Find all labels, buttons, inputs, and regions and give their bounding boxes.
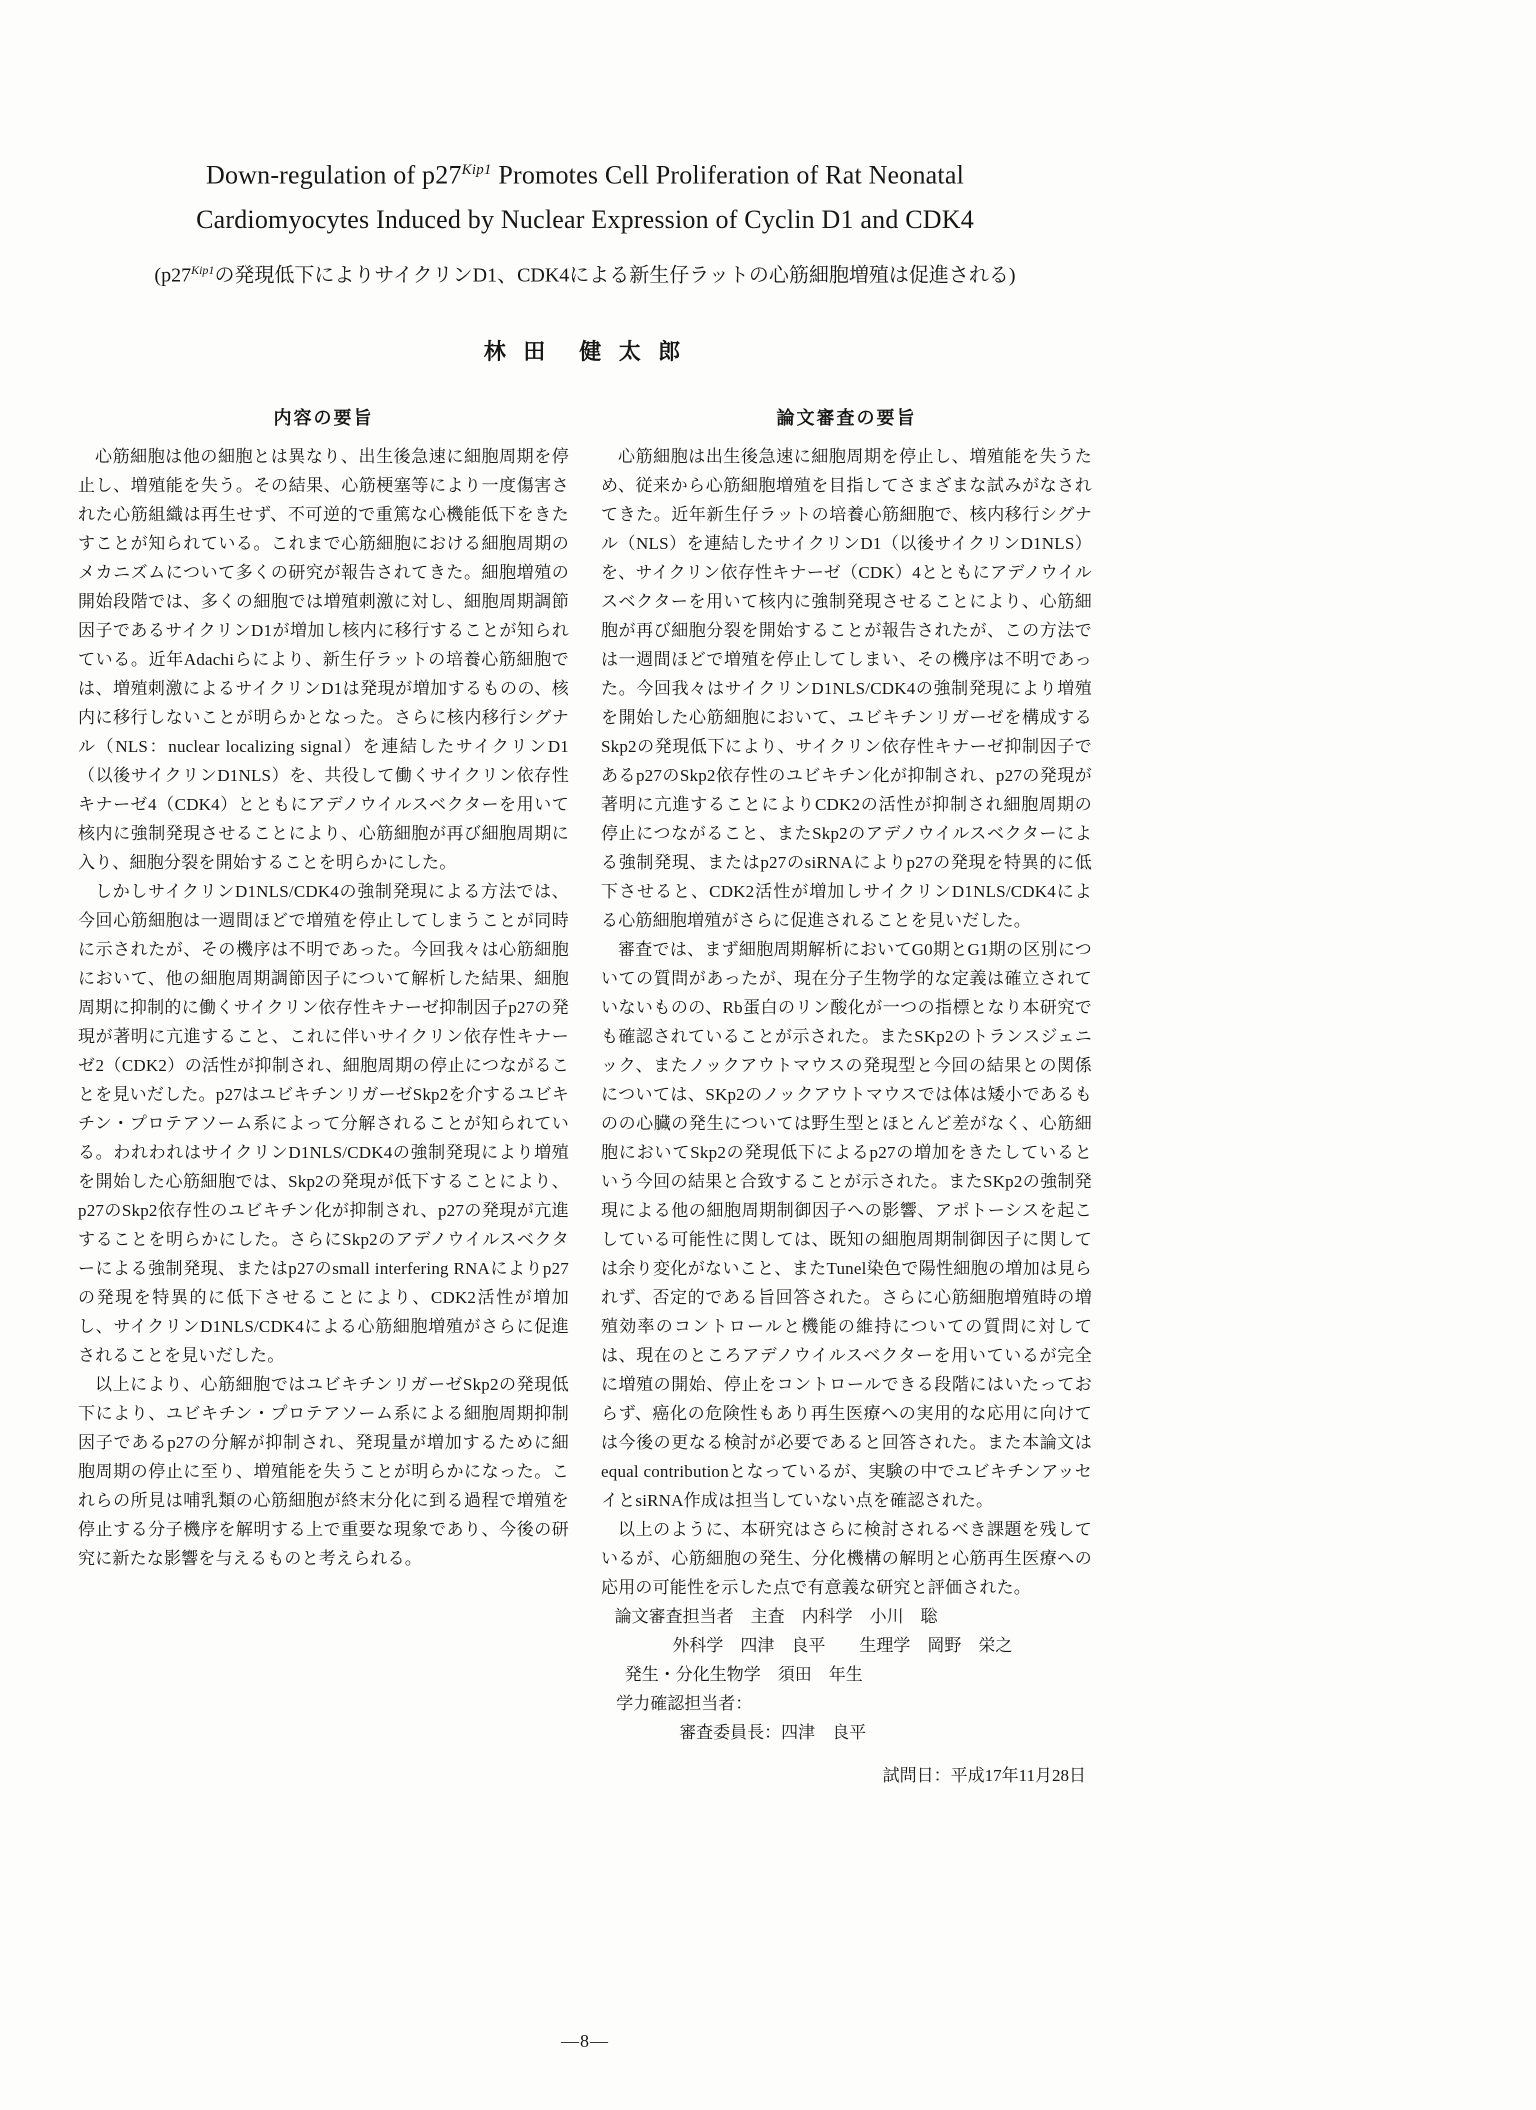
committee-block [601, 1602, 1092, 1747]
review-paragraph-1: 心筋細胞は出生後急速に細胞周期を停止し、増殖能を失うため、従来から心筋細胞増殖を目指してさまざまな試みがなされてきた。近年新生仔ラットの培養心筋細胞で、核内移行シグナル（NLS）を連結したサイクリンD1（以後サイクリンD1NLS）を、サイクリン依存性キナーゼ（CDK）4とともにアデノウイルスベクターを用いて核内に強制発現させることにより、心筋細胞が再び細胞分裂を開始することが報告されたが、この方法では一週間ほどで増殖を停止してしまい、その機序は不明であった。今回我々はサイクリンD1NLS/CDK4の強制発現により増殖を開始した心筋細胞において、ユビキチンリガーゼを構成するSkp2の発現低下により、サイクリン依存性キナーゼ抑制因子であるp27のSkp2依存性のユビキチン化が抑制され、p27の発現が著明に亢進することによりCDK2の活性が抑制され細胞周期の停止につながること、またSkp2のアデノウイルスベクターによる強制発現、またはp27のsiRNAによりp27の発現を特異的に低下させると、CDK2活性が増加しサイクリンD1NLS/CDK4による心筋細胞増殖がさらに促進されることを見いだした。 [601, 447, 1092, 931]
review-column [601, 404, 1092, 1786]
two-column-body [78, 404, 1092, 1786]
committee-line-developmental-biology: 発生・分化生物学 須田 年生 [624, 1665, 863, 1685]
title-block [78, 148, 1092, 291]
committee-line-competency-confirmers: 学力確認担当者： [616, 1694, 753, 1714]
title-superscript: Kip1 [461, 162, 492, 178]
abstract-column [78, 404, 569, 1786]
abstract-paragraph-2: しかしサイクリンD1NLS/CDK4の強制発現による方法では、今回心筋細胞は一週間ほどで増殖を停止してしまうことが同時に示されたが、その機序は不明であった。今回我々は心筋細胞において、他の細胞周期調節因子について解析した結果、細胞周期に抑制的に働くサイクリン依存性キナーゼ抑制因子p27の発現が著明に亢進すること、これに伴いサイクリン依存性キナーゼ2（CDK2）の活性が抑制され、細胞周期の停止につながることを見いだした。p27はユビキチンリガーゼSkp2を介するユビキチン・プロテアソーム系によって分解されることが知られている。われわれはサイクリンD1NLS/CDK4の強制発現により増殖を開始した心筋細胞では、Skp2の発現が低下することにより、p27のSkp2依存性のユビキチン化が抑制され、p27の発現が亢進することを明らかにした。さらにSkp2のアデノウイルスベクターによる強制発現、またはp27のsmall interfering RNAによりp27の発現を特異的に低下させることにより、CDK2活性が増加し、サイクリンD1NLS/CDK4による心筋細胞増殖がさらに促進されることを見いだした。 [78, 882, 569, 1366]
subtitle-superscript: Kip1 [191, 262, 215, 277]
page-content [78, 0, 1092, 1786]
review-heading: 論文審査の要旨 [776, 408, 917, 429]
abstract-paragraph-3: 以上により、心筋細胞ではユビキチンリガーゼSkp2の発現低下により、ユビキチン・プロテアソーム系による細胞周期抑制因子であるp27の分解が抑制され、発現量が増加するために細胞周期の停止に至り、増殖能を失うことが明らかになった。これらの所見は哺乳類の心筋細胞が終末分化に到る過程で増殖を停止する分子機序を解明する上で重要な現象であり、今後の研究に新たな影響を与えるものと考えられる。 [78, 1375, 569, 1569]
subtitle-text-pre: (p27 [154, 264, 192, 287]
abstract-heading: 内容の要旨 [273, 408, 374, 429]
subtitle-text-post: の発現低下によりサイクリンD1、CDK4による新生仔ラットの心筋細胞増殖は促進される) [214, 264, 1016, 287]
committee-line-surgery-physiology: 外科学 四津 良平 生理学 岡野 栄之 [672, 1636, 1013, 1656]
committee-line-chief-examiner: 審査委員長：四津 良平 [679, 1723, 867, 1743]
exam-date: 試問日：平成17年11月28日 [882, 1766, 1086, 1786]
title-text-pre: Down-regulation of p27 [205, 160, 462, 190]
thesis-subtitle [78, 254, 1092, 292]
committee-line-examiners: 論文審査担当者 主査 内科学 小川 聡 [614, 1607, 938, 1627]
page-number: —8— [561, 2031, 609, 2051]
review-paragraph-3: 以上のように、本研究はさらに検討されるべき課題を残しているが、心筋細胞の発生、分化機構の解明と心筋再生医療への応用の可能性を示した点で有意義な研究と評価された。 [601, 1520, 1092, 1598]
title-text-post: Promotes Cell Proliferation of Rat Neonatal [491, 160, 965, 190]
review-paragraph-2: 審査では、まず細胞周期解析においてG0期とG1期の区別についての質問があったが、現在分子生物学的な定義は確立されていないものの、Rb蛋白のリン酸化が一つの指標となり本研究でも確認されていることが示された。またSKp2のトランスジェニック、またノックアウトマウスの発現型と今回の結果との関係については、SKp2のノックアウトマウスでは体は矮小であるものの心臓の発生については野生型とほとんど差がなく、心筋細胞においてSkp2の発現低下によるp27の増加をきたしているという今回の結果と合致することが示された。またSKp2の強制発現による他の細胞周期制御因子への影響、アポトーシスを起こしている可能性に関しては、既知の細胞周期制御因子に関しては余り変化がないこと、またTunel染色で陽性細胞の増加は見られず、否定的である旨回答された。さらに心筋細胞増殖時の増殖効率のコントロールと機能の維持についての質問に対しては、現在のところアデノウイルスベクターを用いているが完全に増殖の開始、停止をコントロールできる段階にはいたっておらず、癌化の危険性もあり再生医療への実用的な応用に向けては今後の更なる検討が必要であると回答された。また本論文はequal contributionとなっているが、実験の中でユビキチンアッセイとsiRNA作成は担当していない点を確認された。 [601, 940, 1092, 1511]
abstract-paragraph-1: 心筋細胞は他の細胞とは異なり、出生後急速に細胞周期を停止し、増殖能を失う。その結果、心筋梗塞等により一度傷害された心筋組織は再生せず、不可逆的で重篤な心機能低下をきたすことが知られている。これまで心筋細胞における細胞周期のメカニズムについて多くの研究が報告されてきた。細胞増殖の開始段階では、多くの細胞では増殖刺激に対し、細胞周期調節因子であるサイクリンD1が増加し核内に移行することが知られている。近年Adachiらにより、新生仔ラットの培養心筋細胞では、増殖刺激によるサイクリンD1は発現が増加するものの、核内に移行しないことが明らかとなった。さらに核内移行シグナル（NLS：nuclear localizing signal）を連結したサイクリンD1（以後サイクリンD1NLS）を、共役して働くサイクリン依存性キナーゼ4（CDK4）とともにアデノウイルスベクターを用いて核内に強制発現させることにより、心筋細胞が再び細胞周期に入り、細胞分裂を開始することを明らかにした。 [78, 447, 569, 873]
author-name: 林 田 健 太 郎 [483, 339, 687, 365]
thesis-title-line2: Cardiomyocytes Induced by Nuclear Expression of Cyclin D1 and CDK4 [196, 204, 974, 234]
thesis-title-line1 [78, 148, 1092, 198]
